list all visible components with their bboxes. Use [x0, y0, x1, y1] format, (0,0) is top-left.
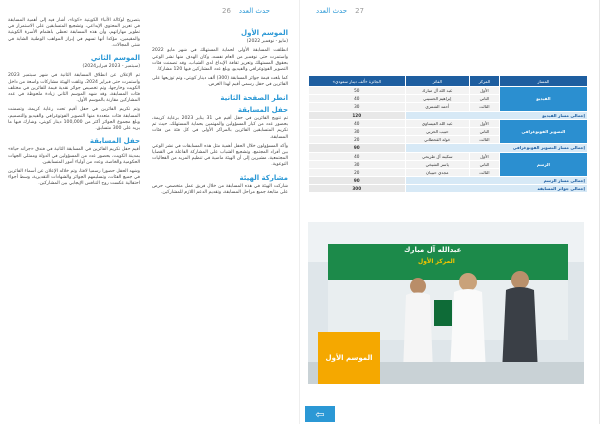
season-badge: الموسم الأول: [318, 332, 380, 384]
prev-page-arrow[interactable]: ⇦: [305, 406, 335, 422]
table-row: [309, 152, 588, 160]
category-cell: التصوير الفوتوغرافي: [499, 119, 587, 144]
table-cell: 40: [309, 152, 406, 160]
table-cell: الثالث: [470, 136, 500, 144]
banner-subtext: المركز الأول: [418, 258, 455, 265]
section-title: حفل المسابقة: [237, 105, 288, 114]
table-cell: إبراهيم الحسيني: [405, 95, 470, 103]
table-cell: ياسر الشيخي: [405, 160, 470, 168]
column-header: المسار: [499, 76, 587, 87]
paragraph: شاركت الهيئة في هذه المسابقة من خلال فريق عمل متخصص، حرص على متابعة جميع مراحل المسابقة، وتقديم الدعم اللازم للمشاركين.: [152, 183, 288, 196]
table-cell: أحمد الشمري: [405, 103, 470, 111]
paragraph: (مايو - نوفمبر 2022): [246, 39, 288, 45]
table-row: [309, 87, 588, 95]
table-cell: 20: [309, 136, 406, 144]
table-cell: 30: [309, 127, 406, 135]
subtotal-label: إجمالي مسار الفيديو: [405, 111, 588, 119]
header-title: حدث العدد: [316, 7, 348, 15]
subtotal-value: 90: [309, 177, 406, 185]
table-cell: 50: [309, 87, 406, 95]
paragraph: وأكد المسؤولون خلال الحفل أهمية مثل هذه المسابقات في نشر الوعي بين أفراد المجتمع، وتشجيع الشباب على المشاركة الفاعلة في القضايا المجتمعية، مشيرين إلى أن الهيئة ماضية في تنظيم المزيد من الفعاليات التوعوية.: [152, 143, 288, 168]
table-cell: الثاني: [470, 127, 500, 135]
page-number: 26: [222, 7, 231, 15]
text-column-inner: [152, 30, 288, 199]
grand-total-value: 300: [309, 185, 406, 193]
paragraph: أقيم حفل تكريم الفائزين في المسابقة الثانية في فندق «جراند حياة» بمدينة الكويت، بحضور عدد من المسؤولين في الدولة وممثلي الجهات الحكومية والخاصة، وعدد من أولياء أمور المتسابقين.: [8, 147, 140, 165]
table-cell: 30: [309, 160, 406, 168]
subtotal-row: [309, 177, 588, 185]
table-row: [309, 119, 588, 127]
table-cell: الأول: [470, 87, 500, 95]
table-cell: الثالث: [470, 103, 500, 111]
subtotal-row: [309, 144, 588, 152]
grand-total-row: [309, 185, 588, 193]
table-cell: 30: [309, 103, 406, 111]
subtotal-value: 90: [309, 144, 406, 152]
paragraph: تم تتويج الفائزين في حفل أقيم في 31 يناير 2023 برعاية كريمة، بحضور عدد من كبار المسؤولين والمهتمين بحماية المستهلك، حيث تم تكريم المتسابقين الفائزين بالمراكز الأولى في كل فئة من فئات المسابقة.: [152, 116, 288, 140]
column-header: الفائز: [405, 76, 470, 87]
paragraph: كما بلغت قيمة جوائز المسابقة (300) ألف دينار كويتي، وتم توزيعها على الفائزين في حفل رسمي أقيم لهذا الغرض.: [152, 76, 288, 88]
subtotal-label: إجمالي مسار الرسم: [405, 177, 588, 185]
table-cell: 40: [309, 119, 406, 127]
table-cell: عبد الله العيساوي: [405, 119, 470, 127]
section-title: حفل المسابقة: [89, 137, 140, 146]
table-cell: 40: [309, 95, 406, 103]
section-title: مشاركة الهيئة: [239, 173, 288, 182]
winners-table: [308, 75, 588, 193]
section-title: الموسم الأول: [241, 29, 288, 37]
paragraph: انطلقت المسابقة الأولى لحماية المستهلك في شهر مايو 2022 واستمرت حتى نوفمبر من العام نفسه، وكان الهدف منها نشر الوعي بحقوق المستهلك وتعزيز ثقافة الإبداع لدى الشباب، وقد تضمنت فئات التصوير الفوتوغرافي والفيديو، وبلغ عدد المشاركين فيها 120 مشاركا.: [152, 48, 288, 73]
table-cell: خولة القحطاني: [405, 136, 470, 144]
grand-total-label: إجمالي جوائز المسابقة: [405, 185, 588, 193]
subtotal-row: [309, 111, 588, 119]
column-header: المركز: [470, 76, 500, 87]
page-header: [316, 4, 364, 18]
table-cell: الثاني: [470, 95, 500, 103]
section-title: انطر الصفحة الثانية: [220, 93, 288, 102]
table-cell: الثالث: [470, 168, 500, 176]
header-title: حدث العدد: [238, 7, 270, 15]
banner-text: عبدالله آل مبارك: [404, 246, 462, 254]
column-header: الجائزة «ألف دينار سعودي»: [309, 76, 406, 87]
page-header: [222, 4, 270, 18]
text-column-outer: [8, 18, 140, 191]
table-cell: الثاني: [470, 160, 500, 168]
paragraph: وشهد الحفل حضورا رسميا لافتا، وتم خلاله الإعلان عن أسماء الفائزين في جميع الفئات، وتسليمهم الجوائز والشهادات التقديرية، وسط أجواء احتفالية عكست روح التنافس الإيجابي بين المشاركين.: [8, 169, 140, 187]
subtotal-label: إجمالي مسار التصوير الفوتوغرافي: [405, 144, 588, 152]
section-title: الموسم الثاني: [90, 54, 140, 63]
paragraph: تم الإعلان عن انطلاق المسابقة الثانية في شهر سبتمبر 2023 واستمرت حتى فبراير 2024، وتلقت الهيئة مشاركات واسعة من داخل الكويت وخارجها، وتم تخصيص جوائز نقدية قيمة للفائزين في مختلف فئات المسابقة، وقد شهد الموسم الثاني زيادة ملحوظة في عدد المشاركين مقارنة بالموسم الأول.: [8, 73, 140, 104]
paragraph: (سبتمبر - 2023 فبراير2024): [82, 64, 140, 70]
table-cell: سكينة آل طريحي: [405, 152, 470, 160]
category-cell: الفيديو: [499, 87, 587, 112]
paragraph: وتم تكريم الفائزين في حفل أقيم تحت رعاية كريمة، وتضمنت المسابقة فئات متعددة منها التصوير الفوتوغرافي والفيديو والتصميم، وبلغ مجموع الجوائز أكثر من 100,000 دينار كويتي، وشارك فيها ما يزيد على 300 متسابق.: [8, 107, 140, 132]
page-number: 27: [355, 7, 364, 15]
table-header-row: [309, 76, 588, 87]
paragraph: بتصريح لوكالة الأنباء الكويتية «كونا»، أشار فيه إلى أهمية المسابقة في تعزيز المحتوى الإبداعي، وتشجيع المتسابقين على الاستمرار في تطوير مهاراتهم، وأن هذه المسابقة تحظى باهتمام الأسرة الكويتية والمقيمين، مؤكدا أنها تسهم في إبراز المواهب الوطنية الشابة في شتى المجالات.: [8, 18, 140, 48]
table-cell: مجدي حبيبان: [405, 168, 470, 176]
subtotal-value: 120: [309, 111, 406, 119]
table-cell: الأول: [470, 119, 500, 127]
table-cell: حبيب الحربي: [405, 127, 470, 135]
table-cell: الأول: [470, 152, 500, 160]
table-cell: 20: [309, 168, 406, 176]
category-cell: الرسم: [499, 152, 587, 177]
table-cell: عبد الله آل مبارك: [405, 87, 470, 95]
